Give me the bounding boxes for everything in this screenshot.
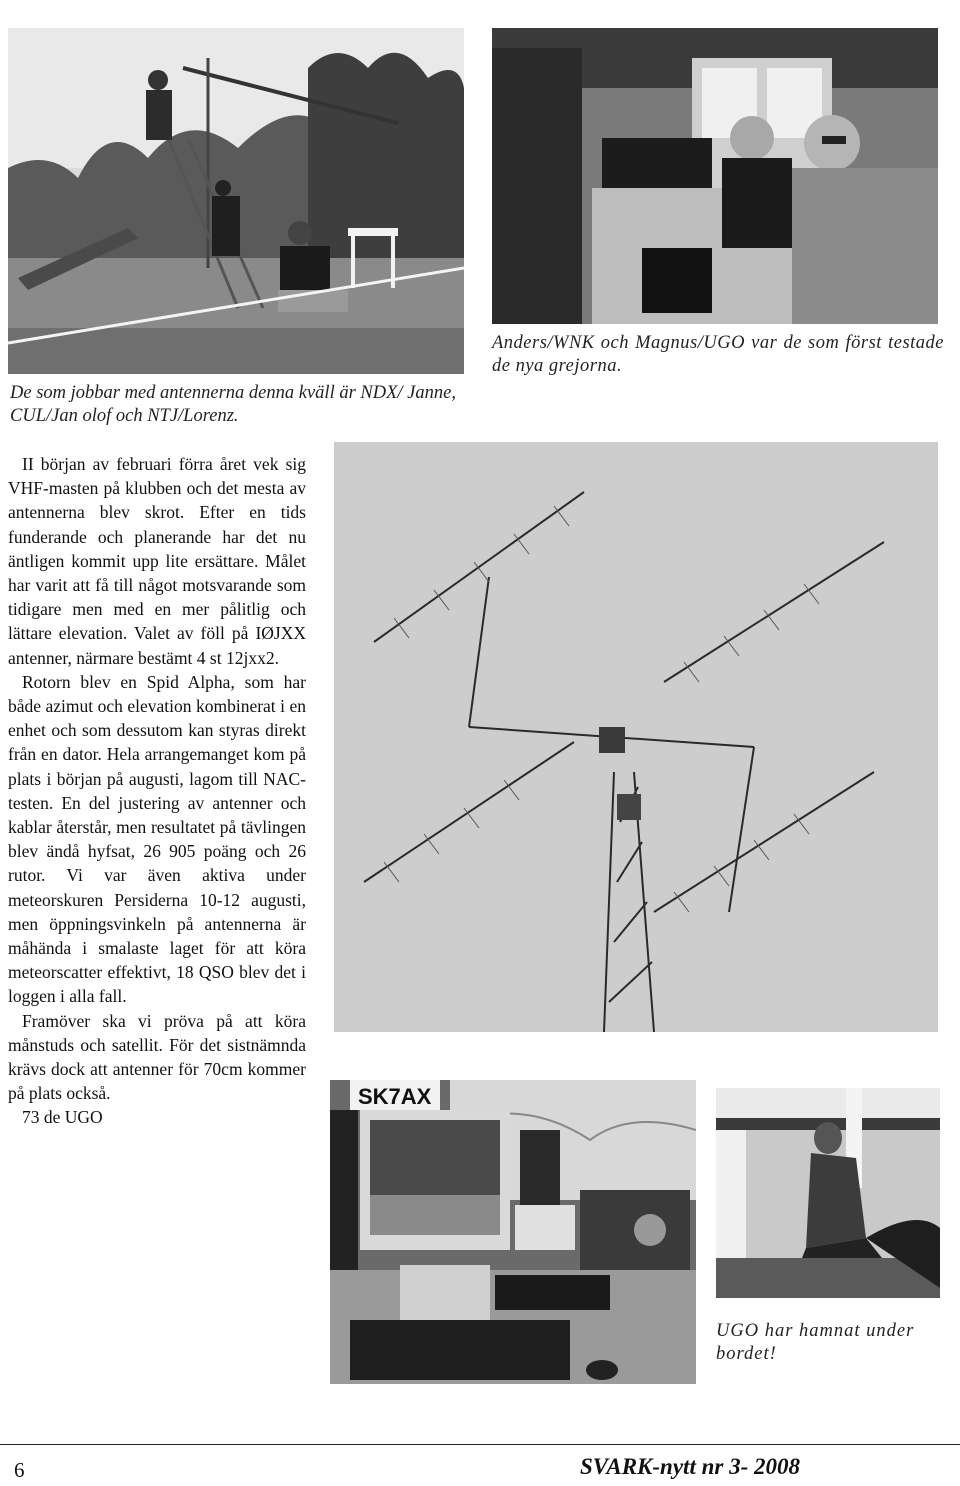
- caption-antenna-work: De som jobbar med antennerna denna kväll är NDX/ Janne, CUL/Jan olof och NTJ/Lorenz.: [10, 383, 456, 426]
- article-paragraph: Rotorn blev en Spid Alpha, som har både azimut och elevation kombinerat i en enhet och som dessutom kan styras direkt från en dator. Hela arrangemanget kom på plats i början på augusti, lagom till NAC-testen. En del justering av antenner och kablar återstår, men resultatet på tävlingen blev ändå hyfsat, 26 905 poäng och 26 rutor. Vi var även aktiva under meteorskuren Persiderna 10-12 augusti, men öppningsvinkeln på antennerna är måhända i smalaste laget för att köra meteorscatter effektivt, 18 QSO blev det i loggen i alla fall.: [8, 671, 306, 1007]
- photo-antenna-work: [8, 28, 464, 374]
- under-desk-photo-icon: [716, 1088, 940, 1298]
- station-desk-photo-icon: [330, 1080, 696, 1384]
- page-number: 6: [14, 1458, 25, 1482]
- photo-radio-room: [492, 28, 938, 324]
- photo-antenna-mast: [334, 442, 938, 1032]
- caption-radio-room: Anders/WNK och Magnus/UGO var de som först testade de nya grejorna.: [492, 333, 944, 376]
- radio-room-photo-icon: [492, 28, 938, 324]
- article-paragraph: II början av februari förra året vek sig VHF-masten på klubben och det mesta av antennerna blev skrot. Efter en tids funderande och planerande har det nu äntligen kommit upp lite ersättare. Målet har varit att få till något motsvarande som tidigare men med en mer pålitlig och lättare elevation. Valet av föll på IØJXX antenner, närmare bestämt 4 st 12jxx2.: [8, 454, 306, 668]
- publication-title: SVARK-nytt nr 3- 2008: [579, 1454, 800, 1479]
- antenna-mast-photo-icon: [334, 442, 938, 1032]
- sk7ax-sign-text: SK7AX: [358, 1084, 432, 1109]
- article-body: [8, 452, 306, 1130]
- photo-station-desk: [330, 1080, 696, 1384]
- caption-under-desk: UGO har hamnat under bordet!: [716, 1321, 915, 1364]
- photo-under-desk: [716, 1088, 940, 1298]
- footer-rule: [0, 1444, 960, 1445]
- antenna-work-photo-icon: [8, 28, 464, 374]
- article-paragraph: Framöver ska vi pröva på att köra månstuds och satellit. För det sistnämnda krävs dock att antenner för 70cm kommer på plats också.: [8, 1010, 306, 1104]
- article-signature: 73 de UGO: [22, 1107, 103, 1128]
